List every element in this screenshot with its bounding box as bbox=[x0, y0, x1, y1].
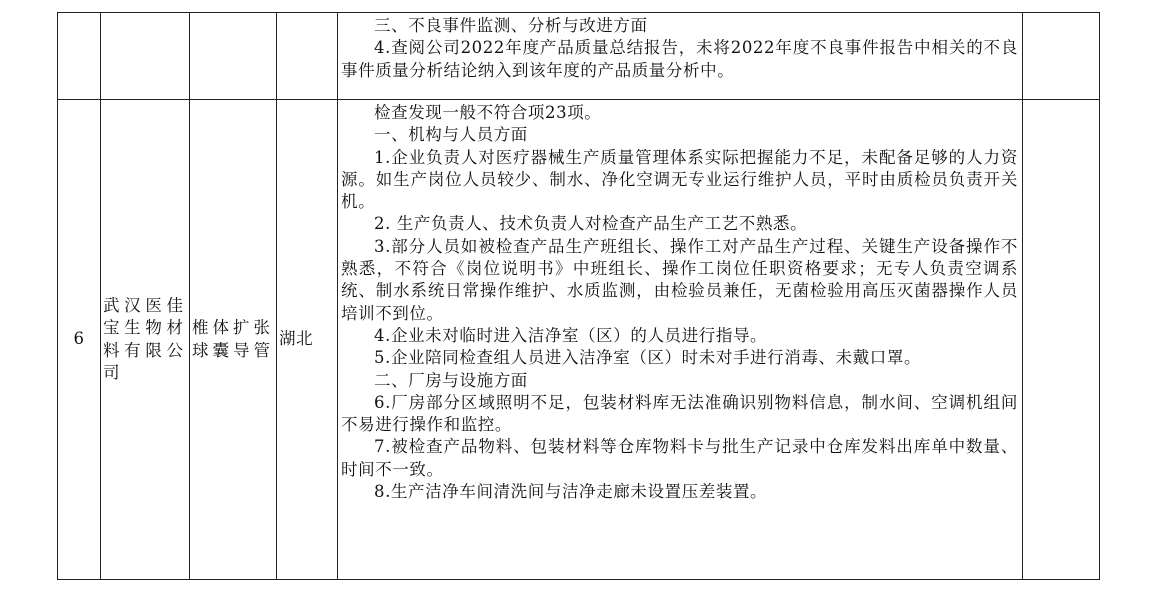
finding-paragraph: 4.企业未对临时进入洁净室（区）的人员进行指导。 bbox=[374, 325, 768, 345]
company-cell bbox=[101, 100, 190, 580]
remark-cell bbox=[1023, 100, 1100, 580]
finding-paragraph: 4.查阅公司2022年度产品质量总结报告，未将2022年度不良事件报告中相关的不良事件质量分析结论纳入到该年度的产品质量分析中。 bbox=[341, 38, 1018, 80]
company-name: 武汉医佳宝生物材料有限公司 bbox=[103, 295, 187, 382]
finding-paragraph: 6.厂房部分区域照明不足，包装材料库无法准确识别物料信息，制水间、空调机组间不易进行操作和监控。 bbox=[341, 392, 1018, 435]
remark-cell bbox=[1023, 13, 1100, 100]
finding-paragraph: 检查发现一般不符合项23项。 bbox=[374, 103, 602, 122]
finding-paragraph: 2. 生产负责人、技术负责人对检查产品生产工艺不熟悉。 bbox=[374, 214, 808, 234]
product-cell bbox=[190, 13, 277, 100]
table-row bbox=[58, 13, 1100, 100]
finding-paragraph: 5.企业陪同检查组人员进入洁净室（区）时未对手进行消毒、未戴口罩。 bbox=[374, 348, 922, 368]
section-heading: 二、厂房与设施方面 bbox=[374, 370, 528, 390]
finding-paragraph: 7.被检查产品物料、包装材料等仓库物料卡与批生产记录中仓库发料出库单中数量、时间不一致。 bbox=[341, 437, 1018, 479]
row-number: 6 bbox=[73, 329, 85, 349]
findings-cell bbox=[338, 13, 1023, 100]
finding-paragraph: 1.企业负责人对医疗器械生产质量管理体系实际把握能力不足，未配备足够的人力资源。如生产岗位人员较少、制水、净化空调无专业运行维护人员，平时由质检员负责开关机。 bbox=[341, 147, 1018, 212]
finding-paragraph: 3.部分人员如被检查产品生产班组长、操作工对产品生产过程、关键生产设备操作不熟悉，不符合《岗位说明书》中班组长、操作工岗位任职资格要求；无专人负责空调系统、制水系统日常操作维护、水质监测，由检验员兼任，无菌检验用高压灭菌器操作人员培训不到位。 bbox=[341, 236, 1018, 323]
product-name: 椎体扩张球囊导管 bbox=[192, 318, 274, 360]
region-cell bbox=[277, 100, 338, 580]
findings-cell bbox=[338, 100, 1023, 580]
product-cell bbox=[190, 100, 277, 580]
table-row bbox=[58, 100, 1100, 580]
finding-paragraph: 三、不良事件监测、分析与改进方面 bbox=[374, 16, 648, 35]
region-cell bbox=[277, 13, 338, 100]
finding-paragraph: 8.生产洁净车间清洗间与洁净走廊未设置压差装置。 bbox=[374, 482, 768, 502]
region-name: 湖北 bbox=[279, 329, 314, 349]
row-number-cell bbox=[58, 100, 101, 580]
company-cell bbox=[101, 13, 190, 100]
section-heading: 一、机构与人员方面 bbox=[374, 125, 528, 145]
row-number-cell bbox=[58, 13, 101, 100]
inspection-table bbox=[57, 12, 1100, 580]
